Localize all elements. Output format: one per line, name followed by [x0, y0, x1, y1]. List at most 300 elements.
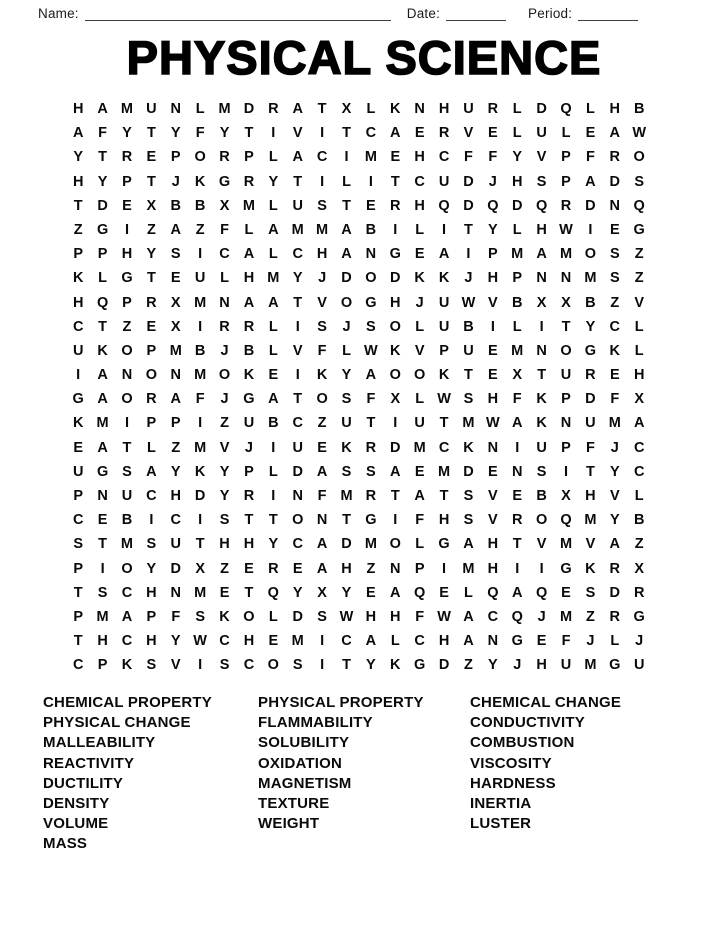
grid-cell: V — [488, 512, 498, 529]
grid-cell: F — [415, 512, 425, 529]
grid-cell: F — [195, 125, 205, 142]
word-list-item: PHYSICAL PROPERTY — [258, 694, 424, 711]
grid-cell: Y — [292, 584, 303, 601]
grid-cell: I — [442, 560, 447, 577]
name-label: Name: — [38, 6, 79, 21]
word-list-item: INERTIA — [470, 795, 532, 813]
grid-cell: R — [609, 149, 621, 166]
grid-cell: N — [536, 270, 547, 287]
grid-cell: T — [268, 512, 278, 529]
grid-cell: A — [341, 221, 352, 238]
grid-cell: K — [414, 270, 425, 287]
grid-cell: D — [463, 463, 474, 480]
grid-cell: L — [268, 246, 278, 263]
grid-cell: U — [72, 342, 84, 359]
grid-cell: M — [194, 294, 207, 311]
grid-cell: U — [146, 101, 157, 117]
grid-cell: J — [488, 173, 497, 190]
grid-cell: I — [271, 488, 276, 504]
grid-row — [66, 411, 651, 435]
grid-cell: U — [292, 197, 303, 214]
grid-cell: Y — [341, 367, 352, 384]
grid-cell: E — [609, 367, 620, 384]
grid-cell: J — [610, 439, 619, 456]
grid-cell: G — [365, 512, 377, 529]
grid-cell: L — [415, 318, 425, 335]
grid-cell: D — [585, 391, 596, 408]
grid-cell: K — [97, 342, 108, 359]
grid-cell: F — [488, 149, 498, 166]
grid-cell: T — [439, 415, 449, 432]
grid-cell: E — [366, 584, 376, 601]
grid-cell: I — [539, 560, 544, 577]
grid-cell: B — [633, 512, 645, 529]
grid-cell: H — [243, 536, 255, 553]
grid-cell: Y — [170, 633, 181, 650]
grid-cell: N — [487, 439, 499, 456]
grid-cell: V — [219, 439, 230, 456]
grid-cell: A — [316, 560, 328, 577]
grid-cell: S — [317, 197, 327, 214]
grid-cell: N — [316, 512, 328, 529]
grid-cell: M — [194, 584, 207, 601]
grid-cell: W — [461, 294, 476, 311]
grid-cell: M — [511, 246, 524, 263]
grid-cell: Z — [122, 318, 132, 335]
grid-cell: U — [170, 536, 181, 553]
word-list-item: COMBUSTION — [470, 734, 575, 752]
grid-cell: Y — [268, 173, 279, 190]
grid-cell: Q — [633, 197, 645, 214]
grid-cell: L — [561, 125, 571, 142]
grid-cell: K — [609, 342, 621, 359]
grid-cell: K — [72, 270, 84, 287]
grid-cell: I — [393, 221, 398, 238]
grid-cell: K — [194, 463, 206, 480]
grid-cell: S — [170, 246, 181, 263]
grid-cell: S — [73, 536, 84, 553]
grid-row — [66, 508, 651, 532]
grid-cell: Z — [195, 221, 205, 238]
word-list-column — [258, 693, 424, 834]
grid-cell: R — [585, 367, 596, 384]
grid-cell: T — [561, 318, 571, 335]
grid-cell: P — [146, 342, 157, 359]
grid-cell: W — [193, 633, 207, 650]
grid-cell: K — [463, 439, 474, 456]
grid-cell: I — [393, 415, 398, 432]
grid-cell: I — [563, 463, 569, 480]
grid-cell: X — [170, 318, 181, 335]
grid-cell: C — [633, 439, 645, 456]
grid-cell: G — [72, 391, 84, 408]
word-list-column — [43, 693, 212, 855]
grid-cell: C — [633, 463, 645, 480]
grid-cell: Y — [488, 221, 498, 238]
grid-cell: V — [488, 294, 498, 311]
grid-cell: P — [170, 415, 181, 432]
grid-cell: M — [608, 415, 621, 432]
grid-cell: C — [609, 318, 621, 335]
grid-cell: A — [414, 488, 425, 504]
grid-cell: T — [342, 197, 351, 214]
grid-cell: Y — [219, 463, 230, 480]
grid-cell: T — [464, 221, 473, 238]
grid-cell: L — [268, 197, 278, 214]
grid-cell: T — [146, 125, 156, 142]
grid-cell: M — [462, 560, 475, 577]
grid-cell: L — [268, 318, 278, 335]
grid-cell: J — [220, 391, 229, 408]
period-label: Period: — [528, 6, 573, 21]
grid-cell: T — [366, 415, 376, 432]
grid-cell: H — [170, 488, 181, 504]
grid-cell: K — [536, 415, 547, 432]
word-list-item: SOLUBILITY — [258, 734, 350, 752]
grid-cell: C — [438, 439, 450, 456]
grid-cell: T — [317, 101, 327, 117]
grid-row — [66, 121, 651, 145]
grid-cell: I — [271, 125, 276, 142]
grid-cell: S — [366, 318, 376, 335]
grid-cell: E — [488, 367, 498, 384]
grid-row — [66, 170, 651, 194]
grid-cell: B — [243, 342, 255, 359]
grid-cell: I — [588, 221, 593, 238]
grid-cell: P — [122, 294, 132, 311]
period-blank-line — [578, 5, 638, 21]
grid-row — [66, 436, 651, 460]
grid-cell: E — [146, 149, 157, 166]
grid-row — [66, 145, 651, 169]
grid-cell: W — [632, 125, 647, 142]
grid-cell: T — [585, 463, 595, 480]
grid-cell: K — [390, 657, 401, 674]
grid-cell: Y — [609, 463, 620, 480]
grid-cell: A — [390, 584, 401, 601]
grid-cell: L — [634, 342, 644, 359]
grid-cell: H — [97, 633, 108, 650]
grid-cell: B — [463, 318, 474, 335]
grid-cell: T — [73, 584, 83, 601]
grid-cell: H — [146, 584, 157, 601]
grid-cell: F — [415, 608, 425, 625]
grid-cell: Z — [220, 560, 229, 577]
grid-cell: X — [195, 560, 205, 577]
grid-cell: G — [560, 560, 572, 577]
grid-cell: E — [366, 197, 376, 214]
grid-cell: F — [366, 391, 376, 408]
grid-cell: J — [220, 342, 229, 359]
grid-cell: Q — [535, 584, 548, 601]
grid-cell: H — [316, 246, 328, 263]
grid-cell: F — [171, 608, 181, 625]
grid-cell: G — [438, 536, 450, 553]
grid-cell: E — [146, 318, 157, 335]
grid-cell: K — [341, 439, 352, 456]
grid-cell: H — [72, 173, 84, 190]
grid-cell: S — [146, 536, 157, 553]
grid-cell: I — [295, 318, 300, 335]
grid-cell: R — [390, 197, 401, 214]
grid-cell: Y — [585, 318, 596, 335]
grid-cell: M — [242, 197, 255, 214]
grid-row — [66, 581, 651, 605]
grid-cell: R — [365, 488, 377, 504]
grid-cell: P — [512, 270, 523, 287]
word-list-item: MAGNETISM — [258, 774, 352, 792]
grid-cell: F — [317, 488, 327, 504]
grid-cell: V — [292, 125, 303, 142]
grid-cell: P — [73, 608, 84, 625]
grid-row — [66, 532, 651, 556]
grid-cell: D — [609, 584, 621, 601]
word-list-item: PHYSICAL CHANGE — [43, 714, 191, 732]
grid-cell: L — [634, 318, 644, 335]
grid-cell: R — [609, 608, 621, 625]
grid-cell: S — [463, 488, 474, 504]
grid-cell: N — [121, 367, 133, 384]
grid-cell: L — [98, 270, 108, 287]
grid-cell: E — [536, 633, 547, 650]
grid-cell: D — [292, 608, 303, 625]
grid-cell: L — [366, 101, 376, 117]
grid-cell: D — [243, 101, 255, 117]
grid-cell: N — [414, 101, 425, 117]
grid-cell: N — [487, 633, 499, 650]
word-search-grid — [66, 97, 651, 678]
grid-cell: W — [559, 221, 573, 238]
grid-cell: V — [536, 536, 547, 553]
grid-cell: T — [512, 536, 522, 553]
grid-cell: G — [389, 246, 401, 263]
grid-cell: M — [96, 415, 109, 432]
grid-cell: D — [97, 197, 108, 214]
grid-cell: C — [121, 633, 133, 650]
grid-cell: T — [98, 536, 108, 553]
grid-cell: R — [219, 318, 230, 335]
grid-cell: A — [292, 149, 303, 166]
grid-cell: A — [390, 463, 401, 480]
grid-cell: L — [268, 342, 278, 359]
grid-cell: G — [121, 270, 133, 287]
grid-cell: C — [219, 246, 230, 263]
grid-cell: Z — [634, 536, 644, 553]
grid-cell: O — [145, 367, 157, 384]
grid-cell: J — [171, 173, 180, 190]
grid-cell: L — [342, 173, 351, 190]
grid-cell: K — [72, 415, 84, 432]
grid-cell: F — [220, 221, 229, 238]
grid-row — [66, 339, 651, 363]
grid-cell: R — [487, 101, 499, 117]
grid-cell: C — [292, 246, 303, 263]
grid-row — [66, 629, 651, 653]
grid-cell: L — [464, 584, 473, 601]
grid-cell: U — [560, 367, 572, 384]
grid-cell: E — [439, 584, 449, 601]
grid-cell: N — [390, 560, 401, 577]
grid-cell: B — [194, 197, 206, 214]
grid-cell: U — [292, 439, 303, 456]
grid-cell: D — [536, 101, 547, 117]
grid-cell: H — [536, 221, 547, 238]
grid-cell: O — [243, 608, 255, 625]
grid-cell: L — [268, 608, 278, 625]
grid-cell: H — [121, 246, 133, 263]
grid-cell: M — [584, 657, 597, 674]
grid-cell: C — [121, 584, 133, 601]
grid-cell: L — [512, 125, 522, 142]
grid-cell: I — [124, 221, 129, 238]
grid-cell: H — [487, 270, 499, 287]
grid-cell: V — [536, 149, 547, 166]
grid-cell: S — [536, 173, 547, 190]
word-list-item: CHEMICAL CHANGE — [470, 694, 622, 711]
grid-cell: H — [511, 173, 523, 190]
grid-cell: M — [120, 101, 134, 117]
grid-cell: O — [414, 367, 426, 384]
grid-cell: L — [512, 101, 522, 117]
grid-cell: A — [72, 125, 84, 142]
grid-cell: E — [219, 584, 230, 601]
grid-cell: S — [585, 584, 596, 601]
grid-cell: Q — [511, 608, 523, 625]
grid-cell: T — [73, 197, 83, 214]
grid-cell: K — [121, 657, 133, 674]
grid-cell: G — [609, 657, 621, 674]
grid-cell: O — [365, 270, 377, 287]
grid-cell: M — [413, 439, 426, 456]
grid-cell: H — [585, 488, 596, 504]
grid-cell: E — [170, 270, 181, 287]
grid-cell: N — [292, 488, 303, 504]
grid-cell: S — [195, 608, 205, 625]
grid-cell: A — [268, 221, 279, 238]
grid-cell: M — [364, 149, 377, 166]
grid-cell: C — [72, 512, 84, 529]
grid-cell: H — [146, 633, 157, 650]
word-list-item: FLAMMABILITY — [258, 714, 373, 732]
grid-cell: T — [439, 488, 449, 504]
grid-cell: H — [219, 536, 230, 553]
grid-cell: F — [317, 342, 327, 359]
grid-cell: K — [194, 173, 206, 190]
grid-cell: A — [268, 391, 279, 408]
grid-cell: U — [121, 488, 133, 504]
grid-cell: Y — [122, 125, 132, 142]
word-list-item: DENSITY — [43, 795, 110, 813]
grid-cell: U — [585, 415, 596, 432]
grid-cell: L — [585, 101, 595, 117]
grid-cell: E — [268, 367, 279, 384]
grid-cell: F — [195, 391, 205, 408]
grid-cell: I — [368, 173, 373, 190]
grid-cell: R — [438, 125, 450, 142]
grid-cell: I — [124, 415, 129, 432]
grid-cell: U — [633, 657, 645, 674]
grid-row — [66, 242, 651, 266]
grid-cell: W — [437, 391, 451, 408]
grid-cell: B — [585, 294, 596, 311]
grid-cell: H — [438, 512, 450, 529]
grid-cell: Y — [97, 173, 108, 190]
grid-cell: O — [584, 246, 597, 263]
grid-cell: Y — [512, 149, 523, 166]
grid-cell: F — [585, 439, 595, 456]
grid-cell: Q — [560, 101, 572, 117]
grid-cell: M — [96, 608, 109, 625]
grid-cell: Y — [609, 512, 620, 529]
grid-cell: U — [463, 101, 474, 117]
grid-cell: H — [390, 294, 401, 311]
grid-cell: R — [560, 197, 572, 214]
grid-cell: P — [146, 608, 157, 625]
grid-cell: F — [464, 149, 473, 166]
grid-cell: X — [536, 294, 547, 311]
grid-cell: H — [341, 560, 352, 577]
grid-cell: M — [291, 221, 304, 238]
grid-cell: U — [341, 415, 352, 432]
grid-row — [66, 194, 651, 218]
grid-cell: S — [97, 584, 108, 601]
grid-cell: K — [438, 367, 450, 384]
grid-cell: P — [561, 149, 571, 166]
grid-cell: O — [194, 149, 206, 166]
grid-cell: L — [268, 463, 278, 480]
grid-cell: H — [487, 391, 499, 408]
grid-cell: O — [560, 342, 572, 359]
grid-cell: A — [170, 221, 181, 238]
word-list-column — [470, 693, 621, 834]
grid-cell: L — [415, 221, 425, 238]
grid-cell: P — [439, 342, 449, 359]
grid-cell: N — [536, 342, 547, 359]
grid-row — [66, 653, 651, 677]
grid-cell: S — [366, 463, 376, 480]
grid-cell: I — [320, 173, 325, 190]
grid-cell: O — [267, 657, 279, 674]
grid-cell: P — [73, 246, 84, 263]
grid-cell: G — [218, 173, 231, 190]
grid-cell: H — [487, 560, 499, 577]
grid-cell: A — [511, 584, 523, 601]
grid-cell: M — [438, 463, 451, 480]
grid-cell: T — [390, 173, 400, 190]
grid-cell: A — [121, 608, 133, 625]
grid-cell: P — [122, 173, 132, 190]
grid-cell: A — [609, 536, 621, 553]
grid-cell: S — [341, 391, 352, 408]
grid-cell: X — [561, 488, 571, 504]
grid-cell: K — [316, 367, 328, 384]
grid-row — [66, 218, 651, 242]
grid-cell: Y — [146, 246, 157, 263]
grid-cell: Y — [146, 560, 157, 577]
grid-cell: T — [293, 391, 303, 408]
grid-cell: Z — [634, 270, 644, 287]
grid-cell: T — [342, 125, 351, 142]
grid-cell: U — [438, 173, 450, 190]
grid-cell: B — [268, 415, 279, 432]
grid-cell: P — [170, 149, 181, 166]
grid-cell: Q — [438, 197, 450, 214]
grid-cell: A — [170, 391, 181, 408]
grid-cell: Z — [220, 415, 229, 432]
grid-cell: A — [536, 246, 547, 263]
grid-cell: L — [415, 391, 425, 408]
grid-cell: V — [292, 342, 303, 359]
